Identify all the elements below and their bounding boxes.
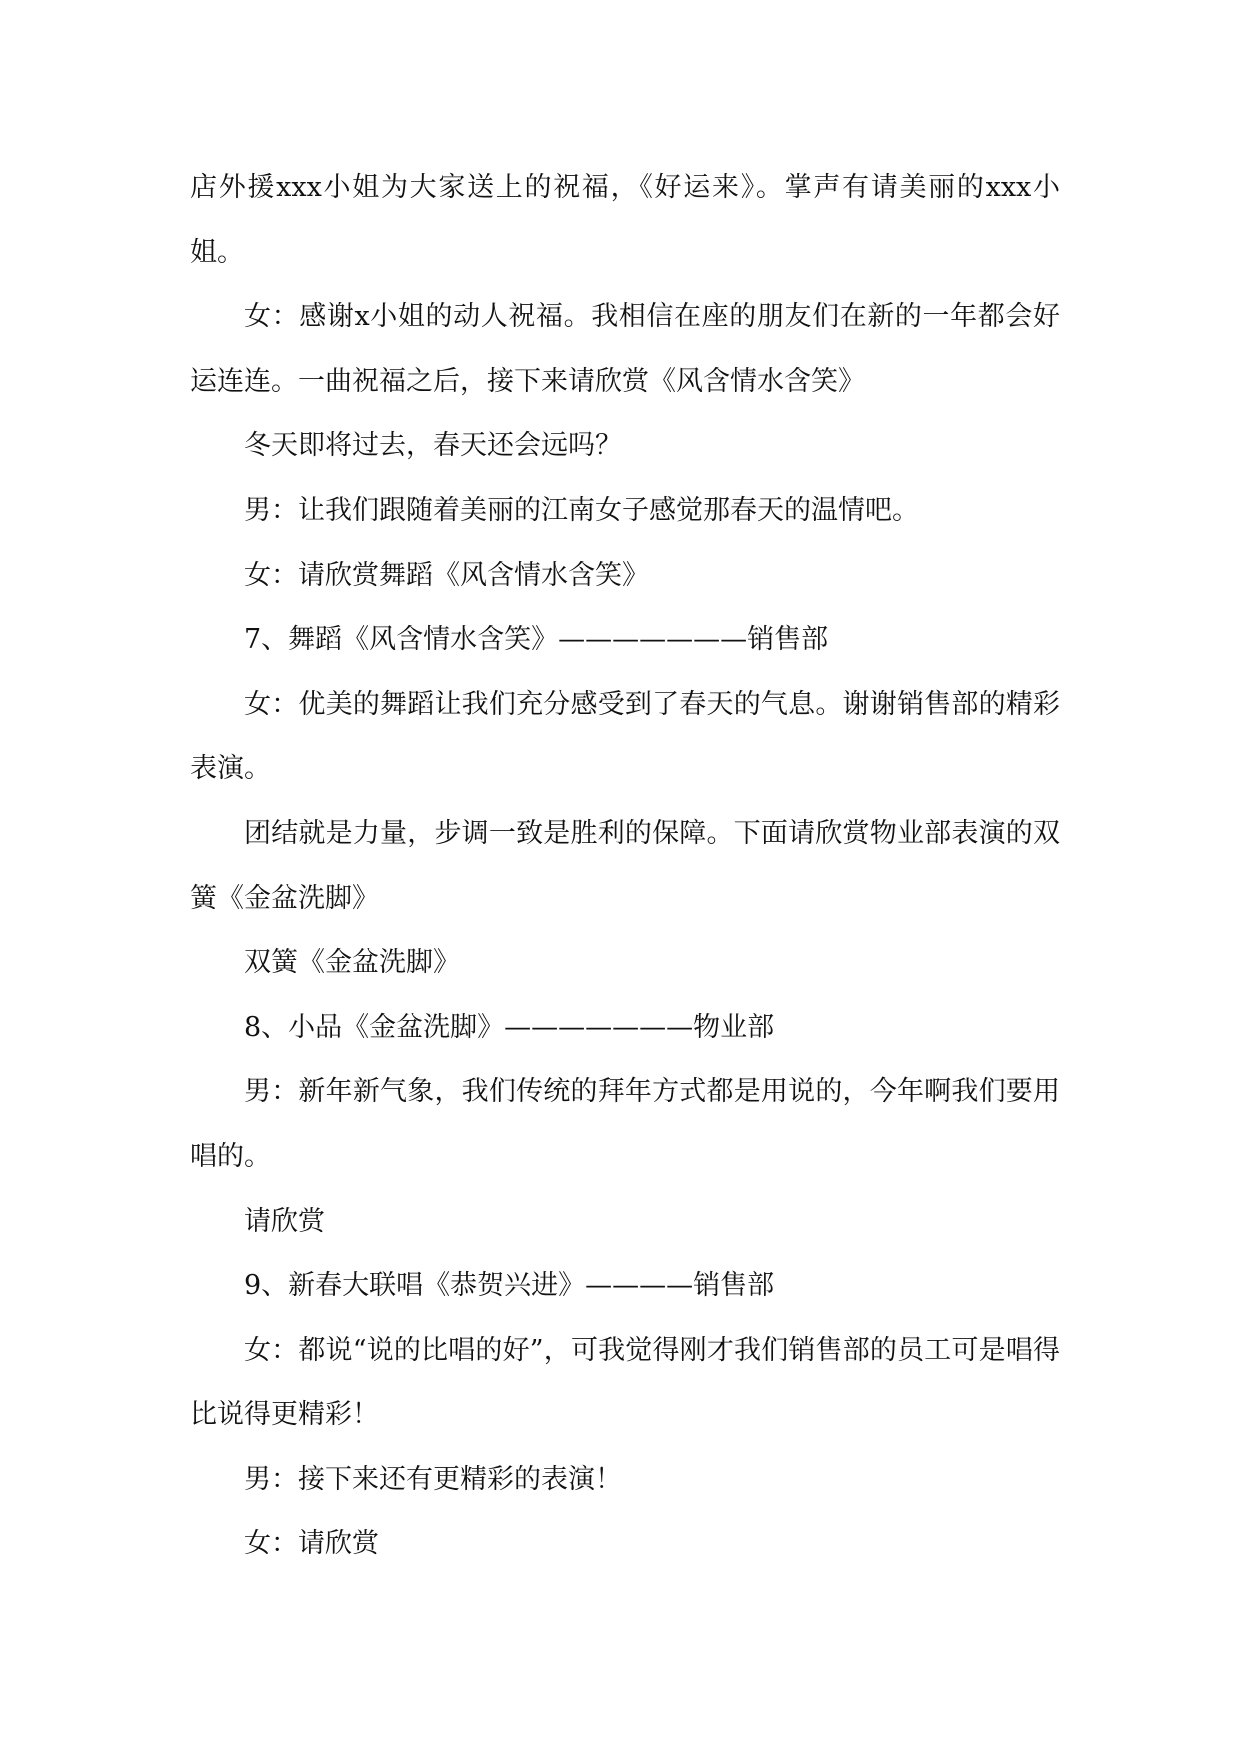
paragraph: 店外援xxx小姐为大家送上的祝福，《好运来》。掌声有请美丽的xxx小姐。 [190,172,1060,268]
paragraph: 双簧《金盆洗脚》 [244,947,460,979]
paragraph: 9、新春大联唱《恭贺兴进》————销售部 [244,1270,775,1302]
paragraph: 8、小品《金盆洗脚》———————物业部 [244,1011,775,1043]
paragraph: 7、舞蹈《风含情水含笑》———————销售部 [244,624,829,656]
paragraph: 女：请欣赏舞蹈《风含情水含笑》 [244,559,649,591]
paragraph: 请欣赏 [244,1205,325,1237]
paragraph: 团结就是力量，步调一致是胜利的保障。下面请欣赏物业部表演的双簧《金盆洗脚》 [190,817,1060,914]
paragraph: 女：请欣赏 [244,1528,379,1560]
paragraph: 男：让我们跟随着美丽的江南女子感觉那春天的温情吧。 [244,494,919,526]
paragraph: 女：感谢x小姐的动人祝福。我相信在座的朋友们在新的一年都会好运连连。一曲祝福之后，接下来请欣赏《风含情水含笑》 [190,301,1060,397]
document-body [190,156,1060,1577]
paragraph: 男：接下来还有更精彩的表演！ [244,1463,622,1495]
paragraph: 冬天即将过去，春天还会远吗？ [244,430,622,462]
paragraph: 女：优美的舞蹈让我们充分感受到了春天的气息。谢谢销售部的精彩表演。 [190,688,1060,785]
paragraph: 女：都说“说的比唱的好”，可我觉得刚才我们销售部的员工可是唱得比说得更精彩！ [190,1334,1060,1431]
paragraph: 男：新年新气象，我们传统的拜年方式都是用说的，今年啊我们要用唱的。 [190,1076,1060,1172]
